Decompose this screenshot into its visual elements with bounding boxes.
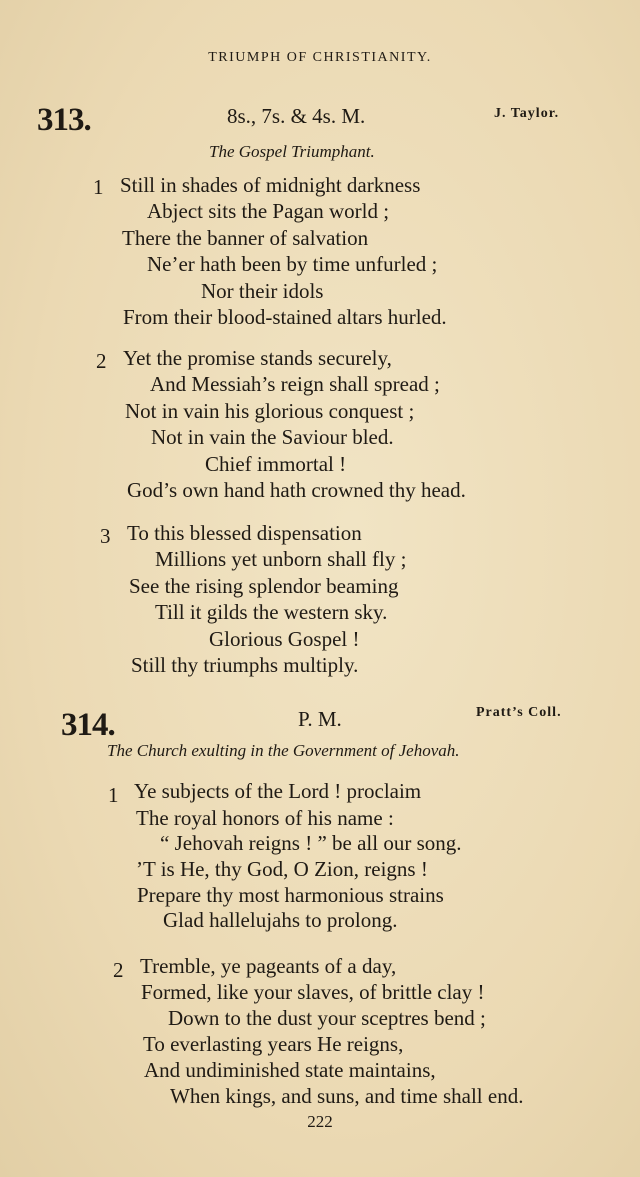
verse-line: “ Jehovah reigns ! ” be all our song. xyxy=(160,831,462,855)
running-head: TRIUMPH OF CHRISTIANITY. xyxy=(208,50,432,65)
stanza-number: 2 xyxy=(96,349,107,373)
verse-line: Abject sits the Pagan world ; xyxy=(147,199,390,223)
verse-line: Glad hallelujahs to prolong. xyxy=(163,908,398,932)
verse-line: Millions yet unborn shall fly ; xyxy=(155,547,407,571)
verse-line: Ne’er hath been by time unfurled ; xyxy=(147,252,438,276)
verse-line: Till it gilds the western sky. xyxy=(155,600,388,624)
hymn-number: 313. xyxy=(37,102,91,138)
verse-line: See the rising splendor beaming xyxy=(129,574,399,598)
stanza-number: 1 xyxy=(108,783,119,807)
verse-line: Not in vain his glorious conquest ; xyxy=(125,399,415,423)
hymn-meter: 8s., 7s. & 4s. M. xyxy=(227,104,366,128)
verse-line: Still in shades of midnight darkness xyxy=(120,173,421,197)
hymn-number: 314. xyxy=(61,707,115,743)
verse-line: Formed, like your slaves, of brittle clay ! xyxy=(141,980,485,1004)
hymn-author: Pratt’s Coll. xyxy=(476,705,562,720)
stanza-number: 3 xyxy=(100,524,111,548)
verse-line: When kings, and suns, and time shall end. xyxy=(170,1084,524,1108)
page-number: 222 xyxy=(307,1112,333,1131)
hymn-title: The Church exulting in the Government of Jehovah. xyxy=(107,741,460,760)
hymn-meter: P. M. xyxy=(298,707,342,731)
verse-line: From their blood-stained altars hurled. xyxy=(123,305,447,329)
hymn-title: The Gospel Triumphant. xyxy=(209,142,375,161)
verse-line: ’T is He, thy God, O Zion, reigns ! xyxy=(136,857,428,881)
verse-line: Down to the dust your sceptres bend ; xyxy=(168,1006,486,1030)
verse-line: Nor their idols xyxy=(201,279,324,303)
verse-line: God’s own hand hath crowned thy head. xyxy=(127,478,466,502)
verse-line: There the banner of salvation xyxy=(122,226,369,250)
verse-line: Still thy triumphs multiply. xyxy=(131,653,359,677)
verse-line: Prepare thy most harmonious strains xyxy=(137,883,444,907)
stanza-number: 1 xyxy=(93,175,104,199)
stanza-number: 2 xyxy=(113,958,124,982)
verse-line: To everlasting years He reigns, xyxy=(143,1032,404,1056)
hymn-author: J. Taylor. xyxy=(494,106,560,121)
verse-line: Tremble, ye pageants of a day, xyxy=(140,954,397,978)
verse-line: And Messiah’s reign shall spread ; xyxy=(150,372,440,396)
verse-line: Glorious Gospel ! xyxy=(209,627,360,651)
verse-line: To this blessed dispensation xyxy=(127,521,362,545)
verse-line: The royal honors of his name : xyxy=(136,806,394,830)
verse-line: And undiminished state maintains, xyxy=(144,1058,436,1082)
verse-line: Chief immortal ! xyxy=(205,452,347,476)
verse-line: Ye subjects of the Lord ! proclaim xyxy=(134,779,422,803)
verse-line: Not in vain the Saviour bled. xyxy=(151,425,394,449)
verse-line: Yet the promise stands securely, xyxy=(123,346,392,370)
